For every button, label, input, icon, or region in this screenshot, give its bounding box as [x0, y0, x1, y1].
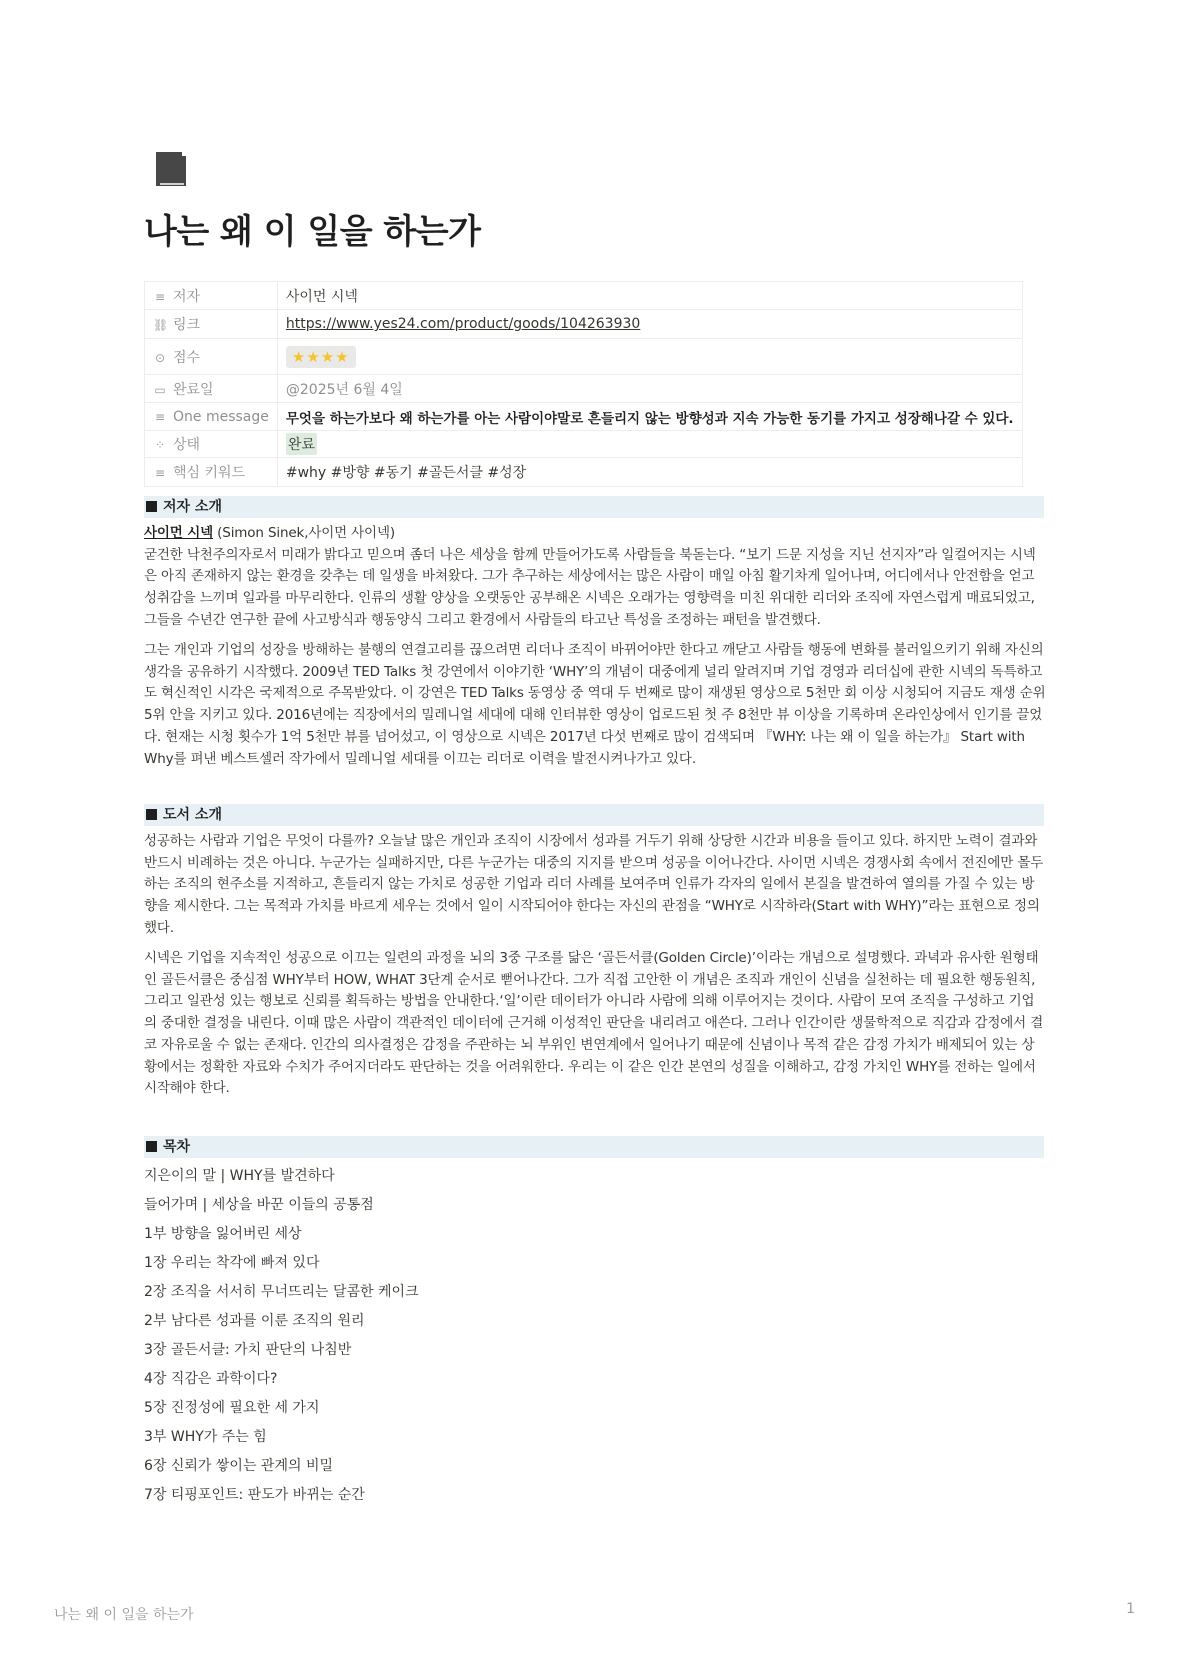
list-item: 5장 진정성에 필요한 세 가지	[144, 1400, 320, 1416]
property-label: 핵심 키워드	[173, 465, 246, 481]
list-item: 지은이의 말 | WHY를 발견하다	[144, 1168, 335, 1184]
status-icon: ⁘	[154, 438, 166, 452]
list-item: 들어가며 | 세상을 바꾼 이들의 공통점	[144, 1197, 374, 1213]
link-icon: ⛓	[153, 318, 169, 332]
toc-list	[144, 1166, 419, 1514]
list-item: 1장 우리는 착각에 빠져 있다	[144, 1255, 320, 1271]
list-item: 4장 직감은 과학이다?	[144, 1371, 278, 1387]
target-icon: ⊙	[154, 350, 166, 365]
footer-title: 나는 왜 이 일을 하는가	[54, 1607, 194, 1623]
property-row-one-message[interactable]	[145, 403, 1023, 431]
list-item: 2부 남다른 성과를 이룬 조직의 원리	[144, 1313, 365, 1329]
book-paragraph-2: 시넥은 기업을 지속적인 성공으로 이끄는 일련의 과정을 뇌의 3중 구조를 닮은 ‘골든서클(Golden Circle)’이라는 개념으로 설명했다. 과녁과 유사한 원형태인 골든서클은 중심점 WHY부터 HOW, WHAT 3단계 순서로 뻗어나간다. 그가 직접 고안한 이 개념은 조직과 개인이 신념을 실천하는 데 필요한 행동원칙, 그리고 일관성 있는 행보로 신뢰를 획득하는 방법을 안내한다.‘일’이란 데이터가 아니라 사람에 의해 이루어지는 것이다. 사람이 모여 조직을 구성하고 기업의 중대한 결정을 내린다. 이때 많은 사람이 객관적인 데이터에 근거해 이성적인 판단을 내리려고 애쓴다. 그러나 인간이란 생물학적으로 직감과 감정에서 결코 자유로울 수 없는 존재다. 인간의 의사결정은 감정을 주관하는 뇌 부위인 변연계에서 일어나기 때문에 신념이나 목적 같은 감정 가치가 배제되어 있는 상황에서는 정확한 자료와 수치가 주어지더라도 판단하는 것을 어려워한다. 우리는 이 같은 인간 본연의 성질을 이해하고, 감정 가치인 WHY를 전하는 일에서 시작해야 한다.	[144, 950, 1044, 1097]
property-row-status[interactable]	[145, 431, 1023, 458]
list-item: 3부 WHY가 주는 힘	[144, 1429, 267, 1445]
property-row-completed-date[interactable]	[145, 375, 1023, 403]
text-icon: ≡	[154, 466, 166, 480]
list-item: 2장 조직을 서서히 무너뜨리는 달콤한 케이크	[144, 1284, 419, 1300]
property-row-score[interactable]	[145, 339, 1023, 375]
text-icon: ≡	[154, 289, 166, 304]
properties-table	[144, 281, 1023, 487]
one-message-value[interactable]: 무엇을 하는가보다 왜 하는가를 아는 사람이야말로 흔들리지 않는 방향성과 지속 가능한 동기를 가지고 성장해나갈 수 있다.	[285, 410, 1014, 427]
author-value[interactable]: 사이먼 시넥	[277, 282, 1022, 310]
square-icon	[146, 1141, 157, 1152]
property-label: 링크	[173, 317, 201, 333]
toc-section-heading: 목차	[144, 1136, 1044, 1158]
keywords-value[interactable]: #why #방향 #동기 #골든서클 #성장	[277, 458, 1022, 487]
author-section-heading: 저자 소개	[144, 496, 1044, 518]
completed-date-value[interactable]: @2025년 6월 4일	[277, 375, 1022, 403]
author-paragraph-2: 그는 개인과 기업의 성장을 방해하는 불행의 연결고리를 끊으려면 리더나 조직이 바뀌어야만 한다고 깨닫고 사람들 행동에 변화를 불러일으키기 위해 자신의 생각을 공유하기 시작했다. 2009년 TED Talks 첫 강연에서 이야기한 ‘WHY’의 개념이 대중에게 널리 알려지며 기업 경영과 리더십에 관한 시넥의 독특하고도 혁신적인 시각은 국제적으로 주목받았다. 이 강연은 TED Talks 동영상 중 역대 두 번째로 많이 재생된 영상으로 5천만 회 이상 시청되어 지금도 재생 순위 5위 안을 지키고 있다. 2016년에는 직장에서의 밀레니얼 세대에 대해 인터뷰한 영상이 업로드된 첫 주 8천만 뷰 이상을 기록하며 온라인상에서 인기를 끌었다. 현재는 시청 횟수가 1억 5천만 뷰를 넘어섰고, 이 영상으로 시넥은 2017년 다섯 번째로 많이 검색되며 『WHY: 나는 왜 이 일을 하는가』 Start with Why를 펴낸 베스트셀러 작가에서 밀레니얼 세대를 이끄는 리더로 이력을 발전시켜나가고 있다.	[144, 642, 1046, 767]
list-item: 1부 방향을 잃어버린 세상	[144, 1226, 302, 1242]
property-label: 완료일	[173, 381, 214, 398]
list-item: 7장 티핑포인트: 판도가 바뀌는 순간	[144, 1487, 365, 1503]
book-link[interactable]: https://www.yes24.com/product/goods/104263930	[285, 316, 641, 332]
list-item: 3장 골든서클: 가치 판단의 나침반	[144, 1342, 352, 1358]
page-number: 1	[1126, 1601, 1135, 1617]
property-row-link[interactable]	[145, 310, 1023, 339]
property-label: 점수	[173, 349, 201, 366]
list-item: 6장 신뢰가 쌓이는 관계의 비밀	[144, 1458, 333, 1474]
property-label: 상태	[173, 437, 201, 453]
square-icon	[146, 809, 157, 820]
property-label: 저자	[173, 288, 201, 305]
star-rating[interactable]: ★★★★	[286, 346, 356, 368]
property-row-keywords[interactable]	[145, 458, 1023, 487]
book-icon	[152, 148, 192, 192]
property-label: One message	[173, 408, 269, 425]
calendar-icon: ▭	[154, 382, 166, 397]
status-badge[interactable]: 완료	[286, 433, 317, 455]
property-row-author[interactable]	[145, 282, 1023, 310]
square-icon	[146, 501, 157, 512]
page-title: 나는 왜 이 일을 하는가	[144, 212, 481, 252]
book-paragraph-1: 성공하는 사람과 기업은 무엇이 다를까? 오늘날 많은 개인과 조직이 시장에서 성과를 거두기 위해 상당한 시간과 비용을 들이고 있다. 하지만 노력이 결과와 반드시 비례하는 것은 아니다. 누군가는 실패하지만, 다른 누군가는 대중의 지지를 받으며 성공을 이어나간다. 사이먼 시넥은 경쟁사회 속에서 전진에만 몰두하는 조직의 현주소를 지적하고, 흔들리지 않는 가치로 성공한 기업과 리더 사례를 보여주며 인류가 각자의 일에서 본질을 발견하여 열의를 가질 수 있는 방향을 제시한다. 그는 목적과 가치를 바르게 세우는 것에서 일이 시작되어야 한다는 자신의 관점을 “WHY로 시작하라(Start with WHY)”라는 표현으로 정의했다.	[144, 833, 1044, 936]
author-name: 사이먼 시넥	[144, 525, 214, 541]
author-paragraph-1: 사이먼 시넥 (Simon Sinek,사이먼 사이넥) 굳건한 낙천주의자로서 미래가 밝다고 믿으며 좀더 나은 세상을 함께 만들어가도록 사람들을 북돋는다. “보기 드문 지성을 지닌 선지자”라 일컬어지는 시넥은 아직 존재하지 않는 환경을 갖추는 데 일생을 바쳐왔다. 그가 추구하는 세상에서는 많은 사람이 매일 아침 활기차게 일어나며, 어디에서나 안전함을 얻고 성취감을 느끼며 일과를 마무리한다. 인류의 생활 양상을 오랫동안 공부해온 시넥은 오래가는 영향력을 미친 위대한 리더와 조직에 자연스럽게 매료되었고, 그들을 수년간 연구한 끝에 사고방식과 행동양식 그리고 환경에서 사람들의 타고난 특성을 조정하는 패턴을 발견했다.	[144, 525, 1036, 628]
book-section-heading: 도서 소개	[144, 804, 1044, 826]
text-icon: ≡	[154, 409, 166, 424]
